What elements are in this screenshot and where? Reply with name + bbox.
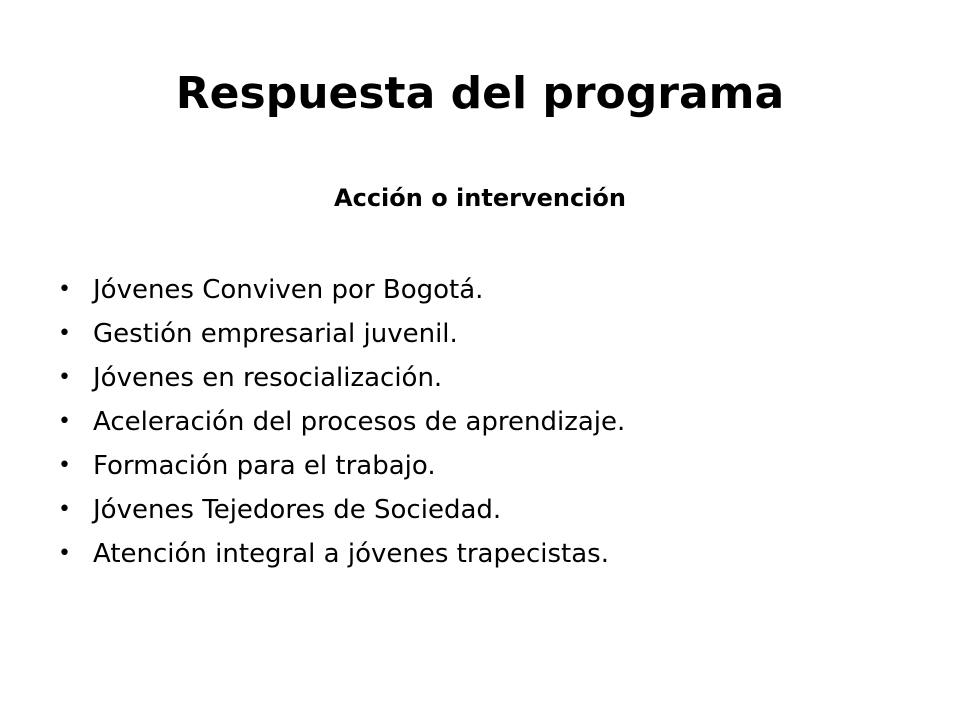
bullet-text: Jóvenes Tejedores de Sociedad. — [93, 495, 502, 525]
bullet-icon: • — [58, 277, 71, 302]
bullet-item — [58, 488, 918, 532]
bullet-item — [58, 312, 918, 356]
bullet-text: Gestión empresarial juvenil. — [93, 319, 458, 349]
bullet-text: Atención integral a jóvenes trapecistas. — [93, 539, 609, 569]
bullet-icon: • — [58, 541, 71, 566]
bullet-item — [58, 268, 918, 312]
bullet-item — [58, 444, 918, 488]
bullet-text: Aceleración del procesos de aprendizaje. — [93, 407, 626, 437]
bullet-icon: • — [58, 321, 71, 346]
slide-title: Respuesta del programa — [175, 68, 785, 119]
bullet-icon: • — [58, 497, 71, 522]
bullet-icon: • — [58, 453, 71, 478]
bullet-item — [58, 532, 918, 576]
bullet-text: Formación para el trabajo. — [93, 451, 436, 481]
bullet-icon: • — [58, 409, 71, 434]
bullet-icon: • — [58, 365, 71, 390]
bullet-list — [58, 268, 918, 576]
bullet-text: Jóvenes en resocialización. — [93, 363, 443, 393]
bullet-item — [58, 400, 918, 444]
bullet-text: Jóvenes Conviven por Bogotá. — [93, 275, 484, 305]
bullet-item — [58, 356, 918, 400]
slide-subtitle: Acción o intervención — [334, 184, 626, 212]
